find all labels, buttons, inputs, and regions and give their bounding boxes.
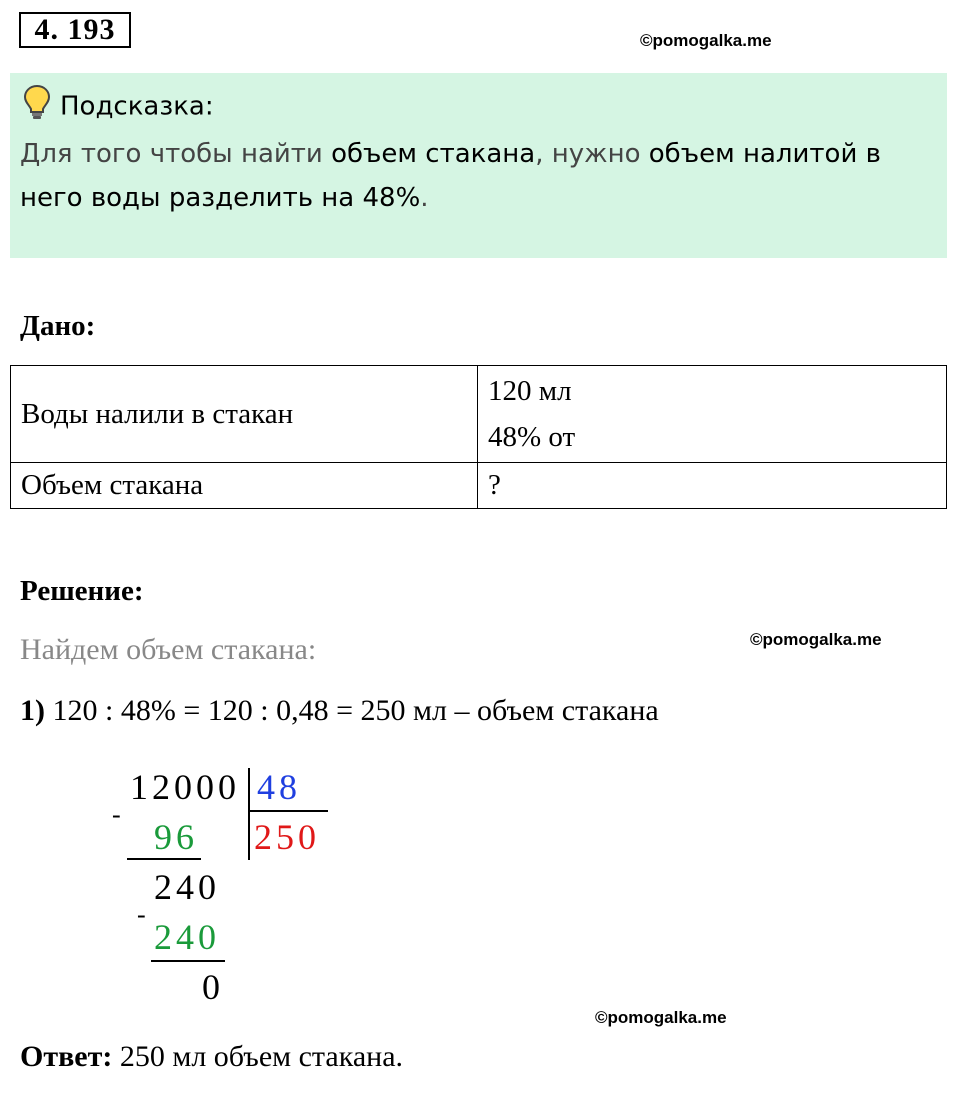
divisor-underline bbox=[250, 810, 328, 812]
answer-label: Ответ: bbox=[20, 1040, 113, 1073]
hint-text-part: . bbox=[420, 183, 429, 213]
given-value-line: 120 мл bbox=[488, 375, 572, 407]
answer bbox=[20, 1040, 403, 1074]
dividend: 12000 bbox=[130, 767, 240, 807]
answer-text: 250 мл объем стакана. bbox=[119, 1040, 404, 1073]
lightbulb-icon bbox=[22, 84, 52, 130]
subtrahend-2: 240 bbox=[154, 917, 220, 957]
given-value bbox=[478, 366, 947, 463]
division-vertical-line bbox=[248, 768, 250, 860]
minus-sign: - bbox=[112, 800, 121, 829]
solution-subtitle: Найдем объем стакана: bbox=[20, 633, 317, 666]
divisor: 48 bbox=[257, 767, 301, 807]
step-text: 120 : 48% = 120 : 0,48 = 250 мл – объем стакана bbox=[52, 694, 659, 727]
hint-text-bold: объем налитой в него воды разделить на 48% bbox=[20, 139, 881, 213]
given-label: Объем стакана bbox=[11, 463, 478, 509]
watermark: ©pomogalka.me bbox=[750, 630, 882, 649]
quotient: 250 bbox=[254, 817, 320, 857]
table-row bbox=[11, 366, 947, 463]
hint-text-part: Для того чтобы найти bbox=[20, 139, 332, 169]
final-remainder: 0 bbox=[202, 967, 224, 1007]
hint-title-text: Подсказка: bbox=[60, 91, 214, 122]
subtraction-line bbox=[151, 960, 225, 962]
hint-title bbox=[22, 84, 214, 130]
given-value: ? bbox=[478, 463, 947, 509]
watermark: ©pomogalka.me bbox=[640, 31, 772, 50]
hint-text-part: , нужно bbox=[535, 139, 649, 169]
subtrahend-1: 96 bbox=[154, 817, 198, 857]
given-label: Воды налили в стакан bbox=[11, 366, 478, 463]
hint-text bbox=[20, 132, 942, 220]
remainder-1: 240 bbox=[154, 867, 220, 907]
subtraction-line bbox=[127, 858, 201, 860]
solution-step bbox=[20, 694, 659, 728]
table-row bbox=[11, 463, 947, 509]
hint-text-bold: объем стакана bbox=[331, 139, 536, 169]
step-number: 1) bbox=[20, 694, 45, 727]
given-heading: Дано: bbox=[20, 310, 96, 342]
watermark: ©pomogalka.me bbox=[595, 1008, 727, 1027]
minus-sign: - bbox=[137, 900, 146, 929]
given-value-line: 48% от bbox=[488, 421, 576, 453]
solution-heading: Решение: bbox=[20, 575, 144, 607]
given-table bbox=[10, 365, 947, 509]
problem-number: 4. 193 bbox=[19, 12, 131, 48]
